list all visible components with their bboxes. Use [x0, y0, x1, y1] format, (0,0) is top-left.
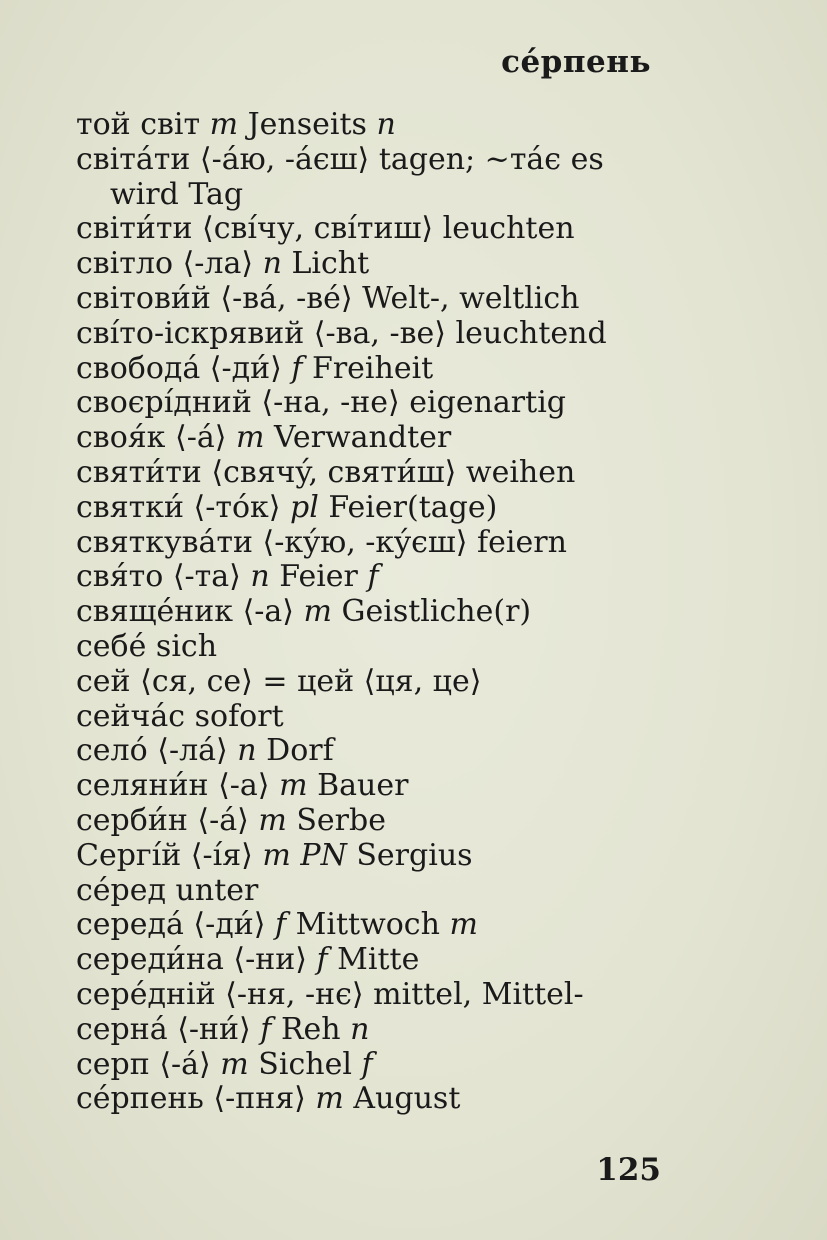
dictionary-entry: [76, 630, 676, 665]
entry-headword: своєрíдний: [76, 385, 252, 421]
dictionary-entry: [76, 456, 676, 491]
entry-gender: m: [315, 1081, 344, 1117]
dictionary-entry: [76, 526, 676, 561]
entry-gender: m: [258, 802, 287, 838]
entry-translation: leuchtend: [455, 315, 607, 351]
entry-gender: n: [262, 246, 282, 282]
entry-gender: m: [303, 594, 332, 630]
entry-translation: Jenseits: [247, 107, 367, 142]
entry-translation: leuchten: [442, 211, 575, 247]
entry-forms: ⟨-íя⟩: [190, 837, 253, 873]
dictionary-entry: [76, 734, 676, 769]
page-number: 125: [596, 1152, 661, 1188]
entry-headword: світи́ти: [76, 211, 193, 247]
dictionary-entry: [76, 1082, 676, 1117]
entry-forms: ⟨-та⟩: [172, 559, 241, 595]
entry-translation: sofort: [194, 698, 284, 734]
entry-gender: n: [237, 733, 257, 769]
dictionary-entry: [76, 352, 676, 387]
entry-translation: = цей ⟨ця, це⟩: [262, 663, 482, 699]
entry-forms: ⟨ся, се⟩: [140, 663, 253, 699]
entry-headword: серп: [76, 1046, 150, 1082]
entry-translation: feiern: [477, 524, 567, 560]
entry-translation: mittel, Mittel-: [373, 976, 584, 1012]
dictionary-entry: [76, 804, 676, 839]
entry-headword: святи́ти: [76, 454, 202, 490]
entry-forms: ⟨свячý, святи́ш⟩: [211, 454, 457, 490]
entry-translation: Mittwoch: [295, 907, 440, 943]
entry-forms: ⟨-на, -не⟩: [261, 385, 400, 421]
dictionary-entry: [76, 421, 676, 456]
entry-tail-gender: n: [350, 1011, 370, 1047]
entry-gender: m: [220, 1046, 249, 1082]
entry-translation: eigenartig: [409, 385, 567, 421]
entry-headword: святки́: [76, 489, 184, 525]
dictionary-entry: [76, 665, 676, 700]
entry-headword: Сергíй: [76, 837, 182, 873]
entry-headword: свя́то: [76, 559, 164, 595]
entry-headword: свíто-іскрявий: [76, 315, 305, 351]
entry-headword: середи́на: [76, 942, 224, 978]
entry-headword: своя́к: [76, 420, 166, 456]
entry-translation: Serbe: [296, 802, 386, 838]
dictionary-entry: [76, 1048, 676, 1083]
entry-headword: свящéник: [76, 594, 234, 630]
dictionary-entry: [76, 560, 676, 595]
entry-tail-gender: f: [367, 559, 379, 595]
entry-forms: ⟨-ва, -ве⟩: [313, 315, 446, 351]
entry-headword: свободá: [76, 350, 201, 386]
dictionary-entry: [76, 1013, 676, 1048]
entry-translation: sich: [155, 628, 218, 664]
dictionary-entry: [76, 839, 676, 874]
entry-translation: Mitte: [337, 942, 420, 978]
entry-forms: ⟨-áю, -áєш⟩: [199, 141, 370, 177]
entry-forms: ⟨-ди́⟩: [209, 350, 282, 386]
entry-gender: m: [235, 420, 265, 456]
running-head: сéрпень: [501, 44, 651, 80]
dictionary-entry: [76, 108, 676, 143]
dictionary-entry: [76, 247, 676, 282]
entry-forms: ⟨-á⟩: [174, 420, 227, 456]
entry-gender: m: [209, 107, 239, 142]
entry-gender: f: [274, 907, 287, 943]
entry-headword: світло: [76, 246, 174, 282]
entry-translation: Bauer: [317, 768, 409, 804]
entry-headword: середá: [76, 907, 184, 943]
entry-forms: ⟨-ни⟩: [233, 942, 307, 978]
entry-list: [76, 108, 676, 1117]
entry-tail-gender: n: [376, 107, 396, 142]
entry-translation: tagen; ~тáє es wird Tag: [110, 141, 604, 212]
dictionary-entry: [76, 700, 676, 735]
entry-headword: сейчáс: [76, 698, 186, 734]
entry-forms: ⟨-ди́⟩: [193, 907, 266, 943]
entry-translation: Feier(tage): [328, 489, 498, 525]
entry-forms: ⟨-кýю, -кýєш⟩: [262, 524, 468, 560]
entry-headword: святкувáти: [76, 524, 253, 560]
entry-headword: сéрпень: [76, 1081, 204, 1117]
entry-translation: August: [353, 1081, 461, 1117]
entry-translation: Sichel: [258, 1046, 352, 1082]
entry-forms: ⟨-а⟩: [218, 768, 270, 804]
entry-tail-gender: f: [361, 1046, 373, 1082]
entry-translation: Reh: [280, 1011, 341, 1047]
entry-forms: ⟨-ни́⟩: [177, 1011, 251, 1047]
entry-forms: ⟨свíчу, свíтиш⟩: [202, 211, 434, 247]
entry-headword: себé: [76, 628, 147, 664]
entry-gender: pl: [290, 489, 319, 525]
entry-forms: ⟨-тóк⟩: [193, 489, 281, 525]
entry-headword: світáти: [76, 141, 191, 177]
entry-translation: Welt-, weltlich: [362, 280, 580, 316]
entry-headword: сернá: [76, 1011, 168, 1047]
entry-forms: ⟨-лá⟩: [157, 733, 228, 769]
entry-translation: Geistliche(r): [341, 594, 532, 630]
entry-translation: unter: [175, 872, 259, 908]
entry-translation: Licht: [291, 246, 370, 282]
entry-forms: ⟨-ня, -нє⟩: [225, 976, 364, 1012]
dictionary-entry: [76, 386, 676, 421]
entry-headword: селяни́н: [76, 768, 209, 804]
entry-gender: f: [316, 942, 328, 978]
entry-translation: Dorf: [266, 733, 334, 769]
entry-gender: f: [260, 1011, 272, 1047]
entry-headword: сей: [76, 663, 131, 699]
entry-forms: ⟨-ла⟩: [182, 246, 254, 282]
entry-translation: Feier: [279, 559, 358, 595]
entry-translation: Verwandter: [273, 420, 452, 456]
entry-forms: ⟨-á⟩: [197, 802, 249, 838]
dictionary-entry: [76, 943, 676, 978]
entry-forms: ⟨-пня⟩: [213, 1081, 306, 1117]
entry-headword: селó: [76, 733, 148, 769]
entry-tail-gender: m: [449, 907, 478, 943]
dictionary-entry: [76, 212, 676, 247]
entry-headword: серéдній: [76, 976, 216, 1012]
entry-headword: світови́й: [76, 280, 211, 316]
entry-gender: n: [250, 559, 270, 595]
dictionary-entry: [76, 143, 676, 213]
entry-gender: m: [279, 768, 308, 804]
entry-headword: серби́н: [76, 802, 188, 838]
dictionary-entry: [76, 769, 676, 804]
entry-translation: Sergius: [356, 837, 473, 873]
entry-forms: ⟨-á⟩: [159, 1046, 211, 1082]
dictionary-entry: [76, 908, 676, 943]
dictionary-entry: [76, 317, 676, 352]
entry-translation: Freiheit: [312, 350, 434, 386]
dictionary-entry: [76, 282, 676, 317]
entry-translation: weihen: [465, 454, 576, 490]
dictionary-entry: [76, 874, 676, 909]
dictionary-entry: [76, 595, 676, 630]
entry-headword: сéред: [76, 872, 166, 908]
entry-gender: m PN: [262, 837, 347, 873]
entry-forms: ⟨-вá, -вé⟩: [220, 280, 353, 316]
dictionary-entry: [76, 491, 676, 526]
dictionary-entry: [76, 978, 676, 1013]
entry-forms: ⟨-а⟩: [242, 594, 294, 630]
entry-headword: той світ: [76, 107, 201, 142]
entry-gender: f: [291, 350, 303, 386]
